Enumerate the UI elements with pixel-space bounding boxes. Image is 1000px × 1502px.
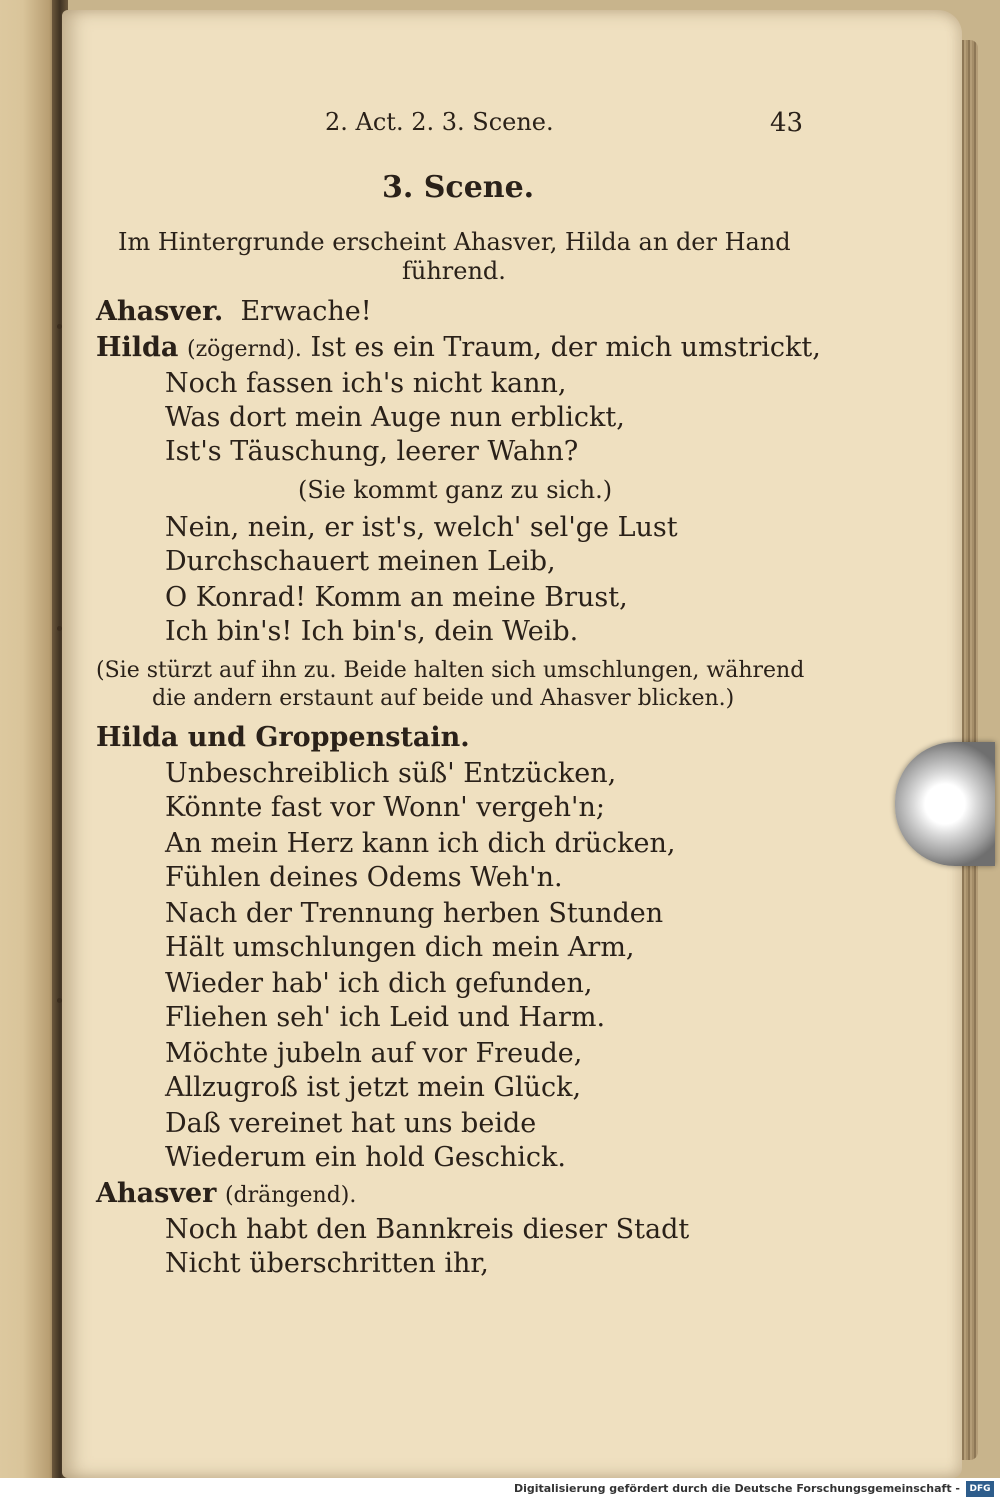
verse-line: Noch fassen ich's nicht kann, bbox=[165, 368, 567, 399]
stage-direction: (Sie stürzt auf ihn zu. Beide halten sich umschlungen, während bbox=[96, 658, 805, 683]
binding-hole bbox=[57, 324, 62, 329]
stage-direction: Im Hintergrunde erscheint Ahasver, Hilda an der Hand bbox=[118, 228, 791, 256]
footer-bar bbox=[0, 1478, 1000, 1502]
verse-line: Ist's Täuschung, leerer Wahn? bbox=[165, 436, 579, 467]
binding-hole bbox=[57, 998, 62, 1003]
stage-direction: (Sie kommt ganz zu sich.) bbox=[298, 476, 613, 504]
stage-direction: (drängend). bbox=[224, 1183, 357, 1208]
verse-line: O Konrad! Komm an meine Brust, bbox=[165, 582, 628, 613]
funding-credit: Digitalisierung gefördert durch die Deutsche Forschungsgemeinschaft - bbox=[513, 1482, 960, 1495]
verse-line: Nicht überschritten ihr, bbox=[165, 1248, 489, 1279]
verse-line bbox=[96, 332, 821, 363]
verse-line: Fühlen deines Odems Weh'n. bbox=[165, 862, 563, 893]
verse-line: Unbeschreiblich süß' Entzücken, bbox=[165, 758, 617, 789]
binding-hole bbox=[57, 626, 62, 631]
verse-line: Nein, nein, er ist's, welch' sel'ge Lust bbox=[165, 512, 678, 543]
dfg-logo: DFG bbox=[966, 1481, 994, 1497]
verse-line: Fliehen seh' ich Leid und Harm. bbox=[165, 1002, 606, 1033]
verse-line: Möchte jubeln auf vor Freude, bbox=[165, 1038, 583, 1069]
verse-line: Ich bin's! Ich bin's, dein Weib. bbox=[165, 616, 579, 647]
speaker-name: Hilda bbox=[96, 332, 179, 363]
speaker-name: Ahasver. bbox=[96, 296, 224, 327]
verse-line: Was dort mein Auge nun erblickt, bbox=[165, 402, 625, 433]
verse-line: Daß vereinet hat uns beide bbox=[165, 1108, 537, 1139]
verse-line: Allzugroß ist jetzt mein Glück, bbox=[165, 1072, 582, 1103]
line-text: Erwache! bbox=[240, 296, 372, 327]
verse-line: Durchschauert meinen Leib, bbox=[165, 546, 556, 577]
page-number: 43 bbox=[770, 108, 804, 138]
verse-line: Hält umschlungen dich mein Arm, bbox=[165, 932, 635, 963]
verse-line: An mein Herz kann ich dich drücken, bbox=[165, 828, 676, 859]
running-head: 2. Act. 2. 3. Scene. bbox=[325, 108, 554, 136]
verse-line: Noch habt den Bannkreis dieser Stadt bbox=[165, 1214, 690, 1245]
stage-direction: führend. bbox=[402, 257, 506, 285]
verse-line bbox=[96, 296, 372, 327]
line-text: Ist es ein Traum, der mich umstrickt, bbox=[310, 332, 821, 363]
verse-line: Wiederum ein hold Geschick. bbox=[165, 1142, 566, 1173]
verse-line bbox=[96, 1178, 356, 1209]
stage-direction: die andern erstaunt auf beide und Ahasver blicken.) bbox=[152, 686, 735, 711]
verse-line: Nach der Trennung herben Stunden bbox=[165, 898, 664, 929]
stage-direction: (zögernd). bbox=[187, 337, 302, 362]
verse-line: Wieder hab' ich dich gefunden, bbox=[165, 968, 593, 999]
scene-title: 3. Scene. bbox=[382, 170, 535, 205]
verse-line: Könnte fast vor Wonn' vergeh'n; bbox=[165, 792, 605, 823]
left-page-edge bbox=[0, 0, 58, 1480]
speaker-name: Hilda und Groppenstain. bbox=[96, 722, 470, 753]
speaker-name: Ahasver bbox=[96, 1178, 217, 1209]
